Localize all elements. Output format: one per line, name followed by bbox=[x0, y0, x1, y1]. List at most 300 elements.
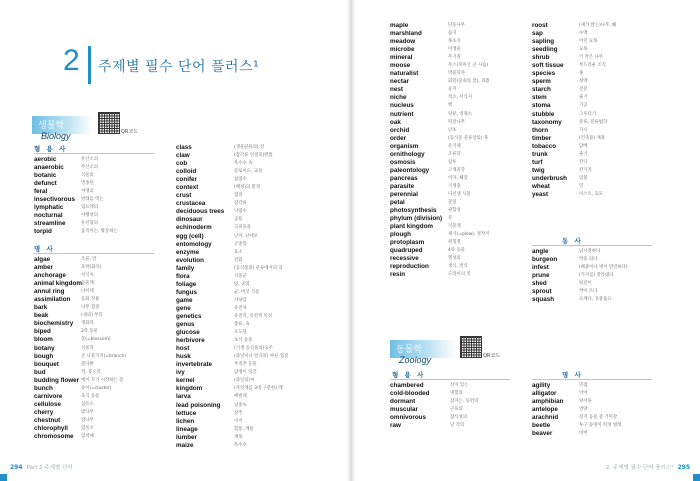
word-entry bbox=[34, 385, 159, 393]
word-term: colloid bbox=[176, 168, 197, 176]
word-meaning: 포도당 bbox=[234, 330, 247, 336]
word-entry bbox=[390, 111, 530, 119]
word-term: plough bbox=[390, 231, 411, 239]
word-term: taxonomy bbox=[532, 118, 562, 126]
word-entry bbox=[34, 425, 159, 433]
word-meaning: 낙엽수 bbox=[234, 209, 247, 215]
word-entry bbox=[176, 442, 316, 450]
word-entry bbox=[34, 369, 159, 377]
word-term: entomology bbox=[176, 240, 212, 248]
word-meaning: 다년생 식물 bbox=[448, 191, 471, 197]
word-meaning: 옥수수 bbox=[234, 442, 247, 448]
word-meaning: 종류, 속 bbox=[234, 322, 250, 328]
word-meaning: 꽃(=blossom) bbox=[81, 337, 111, 343]
word-meaning: 사냥감 bbox=[234, 297, 247, 303]
word-meaning: 섬유소 bbox=[81, 401, 94, 407]
word-meaning: 단풍나무 bbox=[448, 23, 465, 28]
word-meaning: 전분 bbox=[579, 87, 588, 93]
word-entry bbox=[532, 143, 672, 151]
word-term: nectar bbox=[390, 78, 409, 86]
word-term: starch bbox=[532, 86, 551, 94]
word-entry bbox=[176, 402, 316, 410]
word-entry bbox=[390, 414, 530, 422]
word-meaning: 야행성의 bbox=[81, 213, 98, 219]
word-term: insectivorous bbox=[34, 196, 75, 204]
word-term: shrub bbox=[532, 54, 550, 62]
biology-verbs-list bbox=[532, 248, 672, 304]
word-entry bbox=[390, 46, 530, 54]
word-term: bud bbox=[34, 368, 46, 376]
word-entry bbox=[532, 135, 672, 143]
word-entry bbox=[532, 151, 672, 159]
word-term: marshland bbox=[390, 30, 422, 38]
word-meaning: 조류학 bbox=[448, 151, 461, 157]
word-meaning: 껍질 bbox=[234, 193, 243, 199]
word-term: echinoderm bbox=[176, 224, 212, 232]
word-term: bunch bbox=[34, 384, 53, 392]
word-entry bbox=[390, 86, 530, 94]
word-entry bbox=[390, 78, 530, 86]
word-entry bbox=[34, 288, 159, 296]
word-term: chestnut bbox=[34, 416, 61, 424]
word-entry bbox=[532, 183, 672, 191]
word-entry bbox=[532, 406, 672, 414]
word-entry bbox=[34, 393, 159, 401]
word-entry bbox=[176, 144, 316, 152]
word-term: chambered bbox=[390, 382, 424, 389]
word-entry bbox=[532, 430, 672, 438]
word-meaning: 혈통, 계통 bbox=[234, 426, 254, 432]
word-meaning: 큰 나뭇가지(=branch) bbox=[81, 353, 126, 359]
word-entry bbox=[390, 422, 530, 430]
word-entry bbox=[176, 152, 316, 160]
word-term: yeast bbox=[532, 190, 549, 198]
zoology-banner-label bbox=[396, 342, 456, 366]
word-meaning: 식물학 bbox=[81, 345, 94, 351]
word-term: maple bbox=[390, 22, 409, 29]
word-meaning: (과일의)씨 bbox=[234, 378, 255, 384]
word-meaning: 잔가지 bbox=[579, 167, 592, 173]
word-entry bbox=[532, 54, 672, 62]
word-meaning: 염색체 bbox=[81, 434, 94, 440]
word-entry bbox=[176, 377, 316, 385]
word-entry bbox=[34, 204, 154, 212]
word-entry bbox=[34, 377, 159, 385]
word-meaning: 영양 bbox=[579, 407, 588, 413]
word-term: roost bbox=[532, 22, 548, 29]
word-term: class bbox=[176, 144, 192, 151]
word-term: nutrient bbox=[390, 110, 414, 118]
chapter-divider bbox=[88, 46, 91, 84]
word-meaning: 밤나무 bbox=[81, 417, 94, 423]
word-term: biped bbox=[34, 328, 51, 336]
word-meaning: 납중독 bbox=[234, 402, 247, 408]
word-meaning: (새가 앉는)나무, 홰 bbox=[579, 23, 617, 28]
zoology-nouns-header: 명 사 bbox=[562, 371, 583, 379]
word-meaning: 야생의 bbox=[81, 189, 94, 195]
word-meaning: 문 bbox=[448, 216, 453, 222]
word-term: cold-blooded bbox=[390, 390, 430, 398]
word-term: reproduction bbox=[390, 263, 429, 271]
word-entry bbox=[532, 390, 672, 398]
word-meaning: (건축용) 재목 bbox=[579, 135, 606, 141]
word-term: carnivore bbox=[34, 392, 63, 400]
word-entry bbox=[532, 102, 672, 110]
word-term: sperm bbox=[532, 78, 551, 86]
word-term: chlorophyll bbox=[34, 424, 68, 432]
word-term: prune bbox=[532, 272, 550, 280]
word-entry bbox=[176, 426, 316, 434]
biology-nouns-rule bbox=[34, 253, 154, 254]
left-footer bbox=[10, 463, 73, 471]
word-entry bbox=[34, 345, 159, 353]
word-meaning: 민첩 bbox=[579, 383, 588, 388]
word-entry bbox=[34, 361, 159, 369]
word-term: defunct bbox=[34, 180, 57, 188]
word-term: protoplasm bbox=[390, 239, 425, 247]
word-term: squash bbox=[532, 296, 555, 304]
word-term: chromosome bbox=[34, 433, 74, 441]
word-meaning: 벚나무 bbox=[81, 409, 94, 415]
word-entry bbox=[176, 257, 316, 265]
word-meaning: 나무 껍질 bbox=[81, 305, 100, 311]
word-entry bbox=[390, 247, 530, 255]
word-meaning: 싹을 틔다 bbox=[579, 257, 598, 263]
word-entry bbox=[390, 167, 530, 175]
word-term: feral bbox=[34, 188, 48, 196]
zoology-qr-code-icon[interactable] bbox=[460, 336, 482, 358]
word-meaning: 악어 bbox=[579, 391, 588, 397]
word-term: genus bbox=[176, 321, 195, 329]
word-meaning: 수액 bbox=[579, 31, 588, 37]
word-term: muscular bbox=[390, 406, 418, 414]
word-term: parasite bbox=[390, 182, 415, 190]
word-entry bbox=[390, 102, 530, 110]
word-meaning: 고생물학 bbox=[448, 167, 465, 173]
word-entry bbox=[176, 337, 316, 345]
word-term: paleontology bbox=[390, 166, 430, 174]
word-term: cob bbox=[176, 160, 188, 168]
word-entry bbox=[176, 200, 316, 208]
word-term: burgeon bbox=[532, 256, 558, 264]
word-entry bbox=[532, 191, 672, 199]
word-entry bbox=[390, 231, 530, 239]
word-entry bbox=[34, 280, 159, 288]
word-term: amphibian bbox=[532, 398, 564, 406]
word-entry bbox=[34, 164, 154, 172]
word-entry bbox=[390, 30, 530, 38]
word-entry bbox=[34, 353, 159, 361]
word-entry bbox=[34, 256, 159, 264]
word-meaning: 낚시질하다 bbox=[579, 249, 601, 254]
word-term: stoma bbox=[532, 102, 551, 110]
word-entry bbox=[390, 390, 530, 398]
word-entry bbox=[390, 263, 530, 271]
word-term: annul ring bbox=[34, 288, 65, 296]
word-meaning: 그루터기 bbox=[579, 111, 596, 117]
word-entry bbox=[34, 417, 159, 425]
word-term: recessive bbox=[390, 255, 419, 263]
word-term: dormant bbox=[390, 398, 416, 406]
biology-nouns-col1 bbox=[34, 256, 159, 441]
word-entry bbox=[390, 207, 530, 215]
word-meaning: 잡식성의 bbox=[450, 415, 467, 421]
biology-banner bbox=[32, 116, 92, 141]
word-term: sprout bbox=[532, 288, 552, 296]
zoology-adjectives-header: 형 용 사 bbox=[392, 371, 426, 379]
word-entry bbox=[532, 38, 672, 46]
word-meaning: 유전학, 유전적 특질 bbox=[234, 313, 273, 319]
zoology-qr-label: QR코드 bbox=[483, 353, 501, 359]
word-meaning: 분류, 분류법학 bbox=[579, 119, 608, 125]
word-entry bbox=[390, 215, 530, 223]
word-meaning: 삼투 bbox=[448, 159, 457, 165]
word-entry bbox=[34, 220, 154, 228]
word-term: nocturnal bbox=[34, 212, 63, 220]
word-term: quadruped bbox=[390, 247, 423, 255]
word-meaning: 무스(북미산 큰 사슴) bbox=[448, 63, 489, 69]
biology-adjectives-header: 형 용 사 bbox=[34, 145, 68, 153]
word-meaning: 침엽수 bbox=[234, 177, 247, 183]
word-term: claw bbox=[176, 152, 190, 160]
word-entry bbox=[176, 273, 316, 281]
word-term: cellulose bbox=[34, 400, 61, 408]
word-meaning: 난자, 난세포 bbox=[234, 233, 258, 239]
word-entry bbox=[532, 264, 672, 272]
word-term: anchorage bbox=[34, 272, 66, 280]
word-term: beak bbox=[34, 312, 49, 320]
word-entry bbox=[390, 70, 530, 78]
word-term: lichen bbox=[176, 417, 195, 425]
word-meaning: 4족 동물 bbox=[448, 248, 465, 254]
word-meaning: 드라이의 진 bbox=[448, 272, 471, 278]
word-meaning: 기공 bbox=[579, 103, 588, 109]
word-meaning: 꽃잎 bbox=[448, 200, 457, 206]
word-entry bbox=[176, 176, 316, 184]
word-term: foliage bbox=[176, 280, 197, 288]
word-entry bbox=[532, 119, 672, 127]
word-term: nest bbox=[390, 86, 403, 94]
word-term: anaerobic bbox=[34, 164, 64, 172]
word-term: kernel bbox=[176, 377, 195, 385]
word-term: game bbox=[176, 296, 193, 304]
word-term: crust bbox=[176, 192, 192, 200]
word-meaning: 떡갈나무 bbox=[448, 119, 465, 125]
word-meaning: 육식 동물 bbox=[81, 393, 100, 399]
word-meaning: 기생충 bbox=[448, 183, 461, 189]
word-entry bbox=[532, 86, 672, 94]
word-term: aerobic bbox=[34, 156, 57, 163]
word-meaning: 무척추 동물 bbox=[234, 362, 257, 368]
word-term: oak bbox=[390, 118, 401, 126]
word-entry bbox=[390, 22, 530, 30]
word-entry bbox=[532, 22, 672, 30]
word-term: petal bbox=[390, 199, 405, 207]
zoology-banner-ko: 동물학 bbox=[396, 345, 423, 355]
word-entry bbox=[176, 305, 316, 313]
word-meaning: (기생 동식물의)숙주 bbox=[234, 346, 273, 352]
left-page-number: 294 bbox=[10, 464, 23, 471]
chapter-title: 주제별 필수 단어 플러스¹ bbox=[98, 59, 260, 75]
word-term: genetics bbox=[176, 312, 202, 320]
word-meaning: 식물군 bbox=[234, 273, 247, 279]
word-term: omnivorous bbox=[390, 414, 427, 422]
word-meaning: 극피동물 bbox=[234, 225, 251, 231]
left-footer-text: Part 2 주제별 단어 bbox=[26, 465, 73, 471]
word-entry bbox=[34, 212, 154, 220]
word-entry bbox=[34, 156, 154, 164]
word-term: bloom bbox=[34, 336, 53, 344]
word-term: lineage bbox=[176, 425, 198, 433]
word-entry bbox=[176, 192, 316, 200]
left-page-corner-mark bbox=[0, 474, 7, 481]
word-meaning: 줄기 bbox=[579, 151, 588, 157]
word-meaning: 곤충학 bbox=[234, 241, 247, 247]
word-entry bbox=[390, 382, 530, 390]
word-entry bbox=[532, 296, 672, 304]
word-meaning: 밀 bbox=[579, 183, 584, 189]
word-meaning: 가시 bbox=[579, 127, 588, 133]
word-meaning: 효소 bbox=[234, 249, 243, 255]
word-term: lumber bbox=[176, 433, 197, 441]
biology-banner-en: Biology bbox=[41, 131, 71, 141]
word-meaning: (과일이나 알곡의) 마른 껍질 bbox=[234, 354, 289, 360]
word-meaning: 조류, 말 bbox=[81, 257, 97, 262]
word-term: host bbox=[176, 345, 190, 353]
word-term: botany bbox=[34, 344, 55, 352]
word-entry bbox=[176, 434, 316, 442]
word-meaning: 양서류 bbox=[579, 399, 592, 405]
word-term: larva bbox=[176, 393, 191, 401]
word-entry bbox=[390, 94, 530, 102]
word-meaning: 습지 bbox=[448, 31, 457, 37]
word-entry bbox=[532, 127, 672, 135]
word-entry bbox=[176, 385, 316, 393]
word-entry bbox=[532, 94, 672, 102]
word-entry bbox=[34, 180, 154, 188]
word-term: raw bbox=[390, 422, 401, 430]
word-entry bbox=[176, 410, 316, 418]
word-entry bbox=[390, 38, 530, 46]
word-entry bbox=[390, 199, 530, 207]
word-meaning: 상추 bbox=[234, 410, 243, 416]
word-meaning: 절지 동물 중 거미강 bbox=[579, 415, 618, 421]
word-entry bbox=[176, 289, 316, 297]
word-term: bouquet bbox=[34, 360, 59, 368]
word-term: resin bbox=[390, 271, 406, 279]
word-meaning: (배경)의 환경 bbox=[234, 185, 261, 191]
word-entry bbox=[390, 183, 530, 191]
word-entry bbox=[176, 321, 316, 329]
word-meaning: 으깨다, 귀중품요 bbox=[579, 297, 612, 303]
word-entry bbox=[34, 336, 159, 344]
biology-nouns-col2 bbox=[176, 144, 316, 450]
word-meaning: 이자, 췌장 bbox=[448, 175, 468, 181]
word-meaning: 싹, 봉오리 bbox=[81, 369, 101, 375]
word-term: organism bbox=[390, 142, 419, 150]
right-footer bbox=[606, 463, 690, 471]
word-meaning: (생물분류의) 강 bbox=[234, 145, 265, 150]
word-meaning: (가지를) 잘라내다 bbox=[579, 273, 614, 279]
word-meaning: 목초지 bbox=[448, 39, 461, 45]
chapter-number: 2 bbox=[63, 44, 80, 77]
word-term: assimilation bbox=[34, 296, 71, 304]
word-meaning: (동식물의) 분류에서의 과 bbox=[234, 265, 283, 271]
word-meaning: 투구 풍뎅이 딱정 벌레 bbox=[579, 423, 622, 429]
word-meaning: 생식, 번식 bbox=[448, 264, 468, 270]
zoology-nouns-list bbox=[532, 382, 672, 438]
word-entry bbox=[176, 184, 316, 192]
word-meaning: 유산소의 bbox=[81, 157, 98, 162]
word-meaning: 근육의 bbox=[450, 407, 463, 413]
word-term: timber bbox=[532, 134, 552, 142]
word-entry bbox=[34, 272, 159, 280]
word-term: animal kingdom bbox=[34, 280, 82, 288]
word-entry bbox=[390, 271, 530, 279]
word-term: family bbox=[176, 264, 195, 272]
word-entry bbox=[532, 248, 672, 256]
word-meaning: 열성의 bbox=[448, 256, 461, 262]
word-meaning: 정액 bbox=[579, 79, 588, 85]
word-entry bbox=[34, 312, 159, 320]
zoology-adjectives-list bbox=[390, 382, 530, 430]
word-entry bbox=[34, 401, 159, 409]
word-entry bbox=[34, 320, 159, 328]
word-term: niche bbox=[390, 94, 407, 102]
word-term: bark bbox=[34, 304, 48, 312]
word-entry bbox=[532, 111, 672, 119]
word-entry bbox=[532, 175, 672, 183]
word-entry bbox=[390, 119, 530, 127]
word-term: meadow bbox=[390, 38, 416, 46]
word-entry bbox=[390, 223, 530, 231]
word-term: streamline bbox=[34, 220, 66, 228]
word-meaning: 날 것의 bbox=[450, 423, 465, 429]
word-meaning: 담쟁이 덩굴 bbox=[234, 370, 257, 376]
word-meaning: 둥지 bbox=[448, 87, 457, 93]
biology-qr-code-icon[interactable] bbox=[98, 112, 120, 134]
word-meaning: 난초 bbox=[448, 127, 457, 133]
word-entry bbox=[532, 78, 672, 86]
word-meaning: 광합성 bbox=[448, 208, 461, 214]
word-meaning: 무산소의 bbox=[81, 165, 98, 171]
word-term: alligator bbox=[532, 390, 557, 398]
word-entry bbox=[176, 345, 316, 353]
word-term: osmosis bbox=[390, 158, 416, 166]
word-term: photosynthesis bbox=[390, 207, 437, 215]
word-term: torpid bbox=[34, 228, 52, 236]
word-meaning: 유선형의 bbox=[81, 221, 98, 227]
word-meaning: 부드러운 조직 bbox=[579, 63, 606, 69]
word-entry bbox=[176, 393, 316, 401]
word-term: naturalist bbox=[390, 70, 419, 78]
word-entry bbox=[176, 297, 316, 305]
word-entry bbox=[176, 329, 316, 337]
word-entry bbox=[176, 353, 316, 361]
word-term: bough bbox=[34, 352, 54, 360]
zoology-banner bbox=[390, 340, 456, 365]
word-entry bbox=[34, 296, 159, 304]
biology-verbs-rule bbox=[532, 245, 652, 246]
word-term: plant kingdom bbox=[390, 223, 434, 231]
word-meaning: 묘목 bbox=[579, 47, 588, 53]
word-entry bbox=[34, 228, 154, 236]
word-term: perennial bbox=[390, 190, 418, 198]
page-gutter bbox=[346, 0, 356, 481]
word-term: enzyme bbox=[176, 248, 200, 256]
word-meaning: 공룡 bbox=[234, 217, 243, 223]
word-meaning: 서식처 bbox=[81, 273, 94, 279]
